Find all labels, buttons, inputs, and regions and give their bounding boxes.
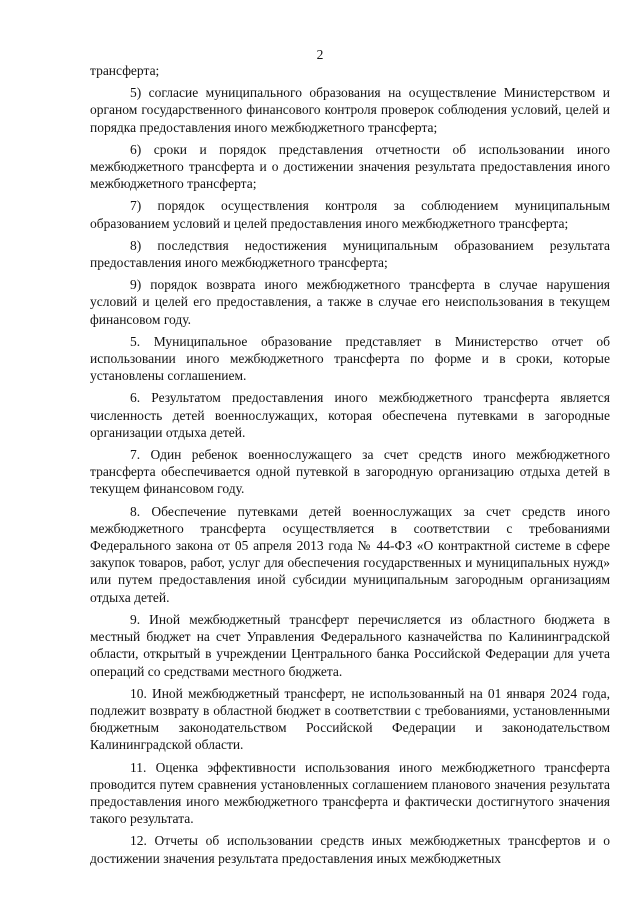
clause-12: 12. Отчеты об использовании средств иных межбюджетных трансфертов и о достижении значения результата предоставления иных межбюджетных: [90, 833, 610, 866]
clause-8: 8. Обеспечение путевками детей военнослужащих за счет средств иного межбюджетного трансферта осуществляется в соответствии с требованиями Федерального закона от 05 апреля 2013 года № 44-ФЗ «О контрактной системе в сфере закупок товаров, работ, услуг для обеспечения государственных и муниципальных нужд» или путем предоставления иной субсидии муниципальным загородным организациям отдыха детей.: [90, 503, 610, 605]
document-body: [90, 62, 610, 872]
clause-10: 10. Иной межбюджетный трансферт, не использованный на 01 января 2024 года, подлежит возврату в областной бюджет в соответствии с требованиями, установленными бюджетным законодательством Российской Федерации и законодательством Калининградской области.: [90, 685, 610, 753]
clause-11: 11. Оценка эффективности использования иного межбюджетного трансферта проводится путем сравнения установленных соглашением планового значения результата предоставления иного межбюджетного трансферта и фактически достигнутого значения такого результата.: [90, 759, 610, 827]
page-number: 2: [316, 47, 324, 62]
paragraph-continuation: трансферта;: [90, 63, 160, 78]
clause-5: 5. Муниципальное образование представляет в Министерство отчет об использовании иного межбюджетного трансферта по форме и в сроки, которые установлены соглашением.: [90, 333, 610, 384]
clause-7: 7. Один ребенок военнослужащего за счет средств иного межбюджетного трансферта обеспечивается одной путевкой в загородную организацию отдыха детей в текущем финансовом году.: [90, 447, 610, 497]
list-item-7: 7) порядок осуществления контроля за соблюдением муниципальным образованием условий и целей предоставления иного межбюджетного трансферта;: [90, 198, 610, 231]
list-item-6: 6) сроки и порядок представления отчетности об использовании иного межбюджетного трансферта и о достижении значения результата предоставления иного межбюджетного трансферта;: [90, 141, 610, 192]
list-item-8: 8) последствия недостижения муниципальным образованием результата предоставления иного межбюджетного трансферта;: [90, 237, 610, 271]
clause-6: 6. Результатом предоставления иного межбюджетного трансферта является численность детей военнослужащих, которая обеспечена путевками в загородные организации отдыха детей.: [90, 390, 610, 440]
list-item-5: 5) согласие муниципального образования на осуществление Министерством и органом государственного финансового контроля проверок соблюдения условий, целей и порядка предоставления иного межбюджетного трансферта;: [90, 85, 610, 135]
list-item-9: 9) порядок возврата иного межбюджетного трансферта в случае нарушения условий и целей его предоставления, а также в случае его неиспользования в текущем финансовом году.: [90, 277, 610, 327]
clause-9: 9. Иной межбюджетный трансферт перечисляется из областного бюджета в местный бюджет на счет Управления Федерального казначейства по Калининградской области, открытый в учреждении Центрального банка Российской Федерации для учета операций со средствами местного бюджета.: [90, 611, 610, 679]
